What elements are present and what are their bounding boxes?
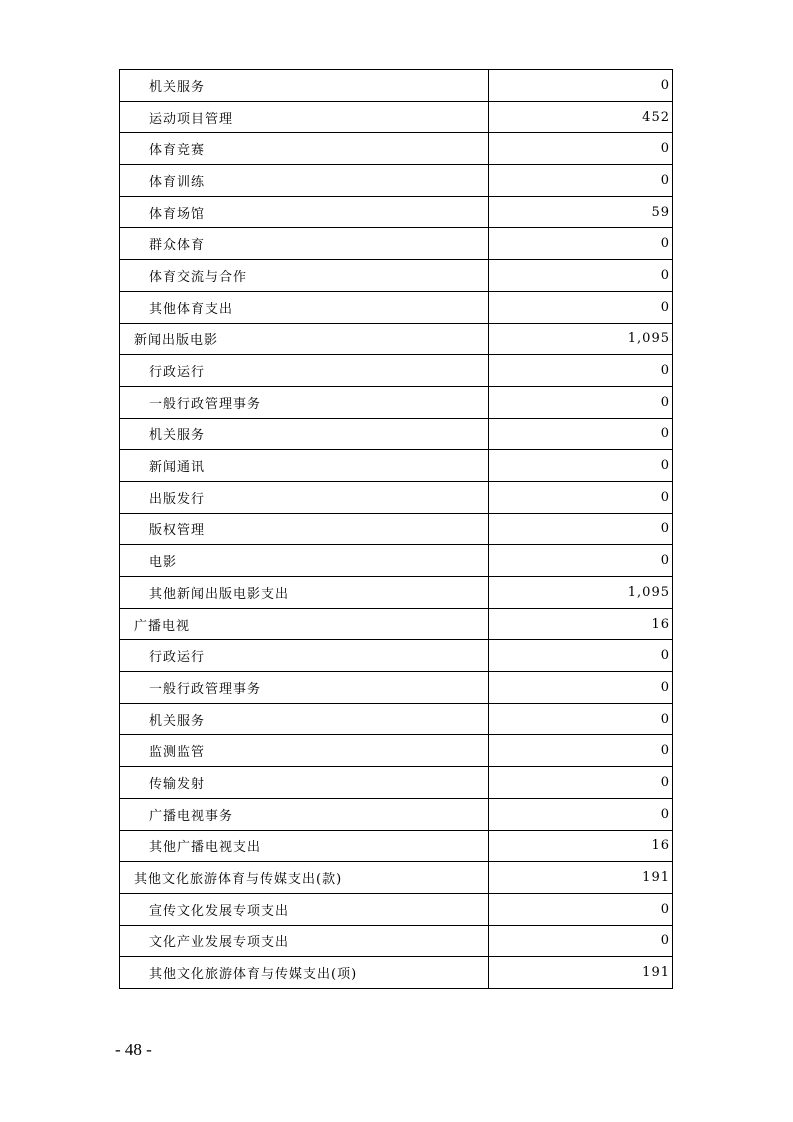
item-name-cell (120, 133, 489, 165)
item-name: 体育交流与合作 (149, 269, 248, 285)
item-name: 其他文化旅游体育与传媒支出(项) (149, 967, 358, 983)
table-row (120, 735, 673, 767)
item-value: 0 (489, 767, 673, 799)
item-name-cell (120, 101, 489, 133)
item-name-cell (120, 450, 489, 482)
item-value: 0 (489, 545, 673, 577)
table-row (120, 672, 673, 704)
item-name-cell (120, 830, 489, 862)
item-name: 一般行政管理事务 (149, 681, 262, 697)
item-name: 监测监管 (149, 745, 206, 761)
item-value: 0 (489, 513, 673, 545)
item-value: 0 (489, 418, 673, 450)
table-body (120, 70, 673, 989)
item-value: 0 (489, 386, 673, 418)
item-value: 0 (489, 355, 673, 387)
table-row (120, 862, 673, 894)
item-value: 0 (489, 925, 673, 957)
item-value: 0 (489, 798, 673, 830)
item-value: 1,095 (489, 577, 673, 609)
item-name: 其他体育支出 (149, 301, 234, 317)
item-value: 0 (489, 165, 673, 197)
table-row (120, 196, 673, 228)
item-value: 191 (489, 862, 673, 894)
item-name: 行政运行 (149, 365, 206, 381)
table-row (120, 133, 673, 165)
item-value: 0 (489, 70, 673, 102)
item-name: 群众体育 (149, 238, 206, 254)
table-row (120, 925, 673, 957)
item-name-cell (120, 767, 489, 799)
item-name: 机关服务 (149, 79, 206, 95)
item-name: 版权管理 (149, 523, 206, 539)
item-name-cell (120, 862, 489, 894)
item-name: 广播电视 (134, 618, 191, 634)
table-row (120, 608, 673, 640)
item-value: 0 (489, 703, 673, 735)
item-name: 文化产业发展专项支出 (149, 935, 290, 951)
item-name: 新闻通讯 (149, 460, 206, 476)
table-row (120, 101, 673, 133)
item-name-cell (120, 418, 489, 450)
item-name: 出版发行 (149, 491, 206, 507)
budget-table (119, 69, 673, 989)
item-value: 0 (489, 450, 673, 482)
item-value: 452 (489, 101, 673, 133)
table-row (120, 830, 673, 862)
item-value: 1,095 (489, 323, 673, 355)
table-row (120, 957, 673, 989)
item-value: 191 (489, 957, 673, 989)
item-name-cell (120, 608, 489, 640)
table-row (120, 323, 673, 355)
item-name-cell (120, 260, 489, 292)
table-row (120, 545, 673, 577)
item-name-cell (120, 640, 489, 672)
item-name-cell (120, 893, 489, 925)
item-name-cell (120, 735, 489, 767)
item-name-cell (120, 481, 489, 513)
table-row (120, 513, 673, 545)
table-row (120, 291, 673, 323)
item-name-cell (120, 545, 489, 577)
item-value: 16 (489, 608, 673, 640)
item-name: 其他文化旅游体育与传媒支出(款) (134, 872, 343, 888)
item-name-cell (120, 577, 489, 609)
item-name: 机关服务 (149, 428, 206, 444)
table-row (120, 703, 673, 735)
item-value: 0 (489, 893, 673, 925)
page-number: - 48 - (115, 1040, 152, 1059)
table-row (120, 450, 673, 482)
item-name-cell (120, 196, 489, 228)
item-name-cell (120, 386, 489, 418)
item-name-cell (120, 70, 489, 102)
item-name: 其他新闻出版电影支出 (149, 586, 290, 602)
table-row (120, 228, 673, 260)
table-row (120, 893, 673, 925)
table-row (120, 798, 673, 830)
item-name: 传输发射 (149, 776, 206, 792)
item-name: 体育训练 (149, 174, 206, 190)
item-name: 宣传文化发展专项支出 (149, 903, 290, 919)
table-row (120, 386, 673, 418)
item-value: 0 (489, 640, 673, 672)
item-name-cell (120, 165, 489, 197)
item-name-cell (120, 925, 489, 957)
item-name-cell (120, 957, 489, 989)
item-name: 体育场馆 (149, 206, 206, 222)
item-value: 0 (489, 291, 673, 323)
item-value: 0 (489, 260, 673, 292)
item-name: 新闻出版电影 (134, 333, 219, 349)
item-name: 电影 (149, 555, 178, 571)
item-name-cell (120, 703, 489, 735)
item-name: 行政运行 (149, 650, 206, 666)
item-name-cell (120, 323, 489, 355)
item-name: 其他广播电视支出 (149, 840, 262, 856)
item-name-cell (120, 291, 489, 323)
item-name-cell (120, 798, 489, 830)
table-row (120, 577, 673, 609)
item-name-cell (120, 672, 489, 704)
table-row (120, 418, 673, 450)
table-row (120, 260, 673, 292)
table-row (120, 481, 673, 513)
table-row (120, 767, 673, 799)
item-value: 0 (489, 481, 673, 513)
item-name: 运动项目管理 (149, 111, 234, 127)
table-row (120, 165, 673, 197)
item-name-cell (120, 355, 489, 387)
table-row (120, 70, 673, 102)
table-row (120, 640, 673, 672)
item-value: 59 (489, 196, 673, 228)
item-name: 广播电视事务 (149, 808, 234, 824)
item-value: 0 (489, 735, 673, 767)
table-row (120, 355, 673, 387)
item-value: 0 (489, 672, 673, 704)
item-value: 16 (489, 830, 673, 862)
item-name-cell (120, 228, 489, 260)
item-value: 0 (489, 228, 673, 260)
item-value: 0 (489, 133, 673, 165)
item-name: 机关服务 (149, 713, 206, 729)
item-name-cell (120, 513, 489, 545)
item-name: 体育竞赛 (149, 143, 206, 159)
item-name: 一般行政管理事务 (149, 396, 262, 412)
